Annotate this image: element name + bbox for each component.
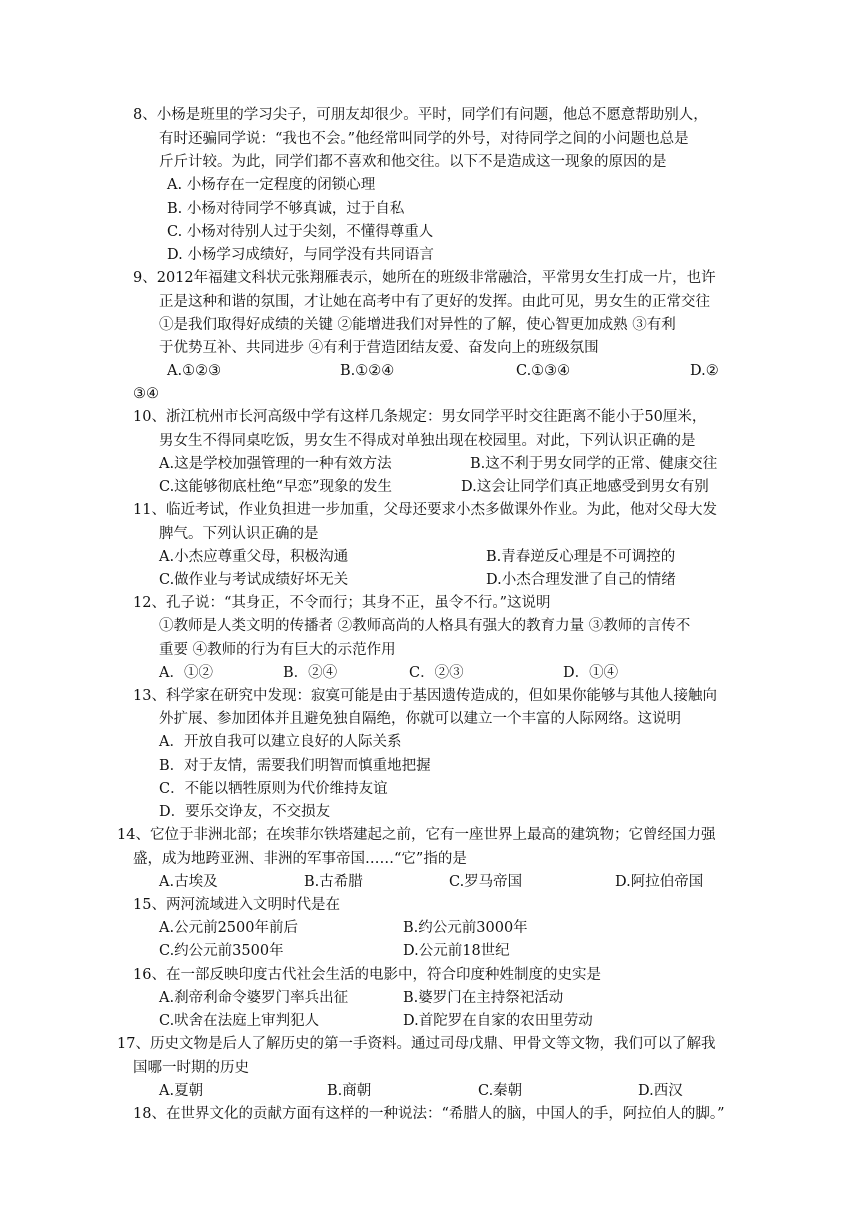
q14-option-a: A.古埃及 (159, 874, 218, 890)
q12-option-d: D．①④ (563, 665, 619, 681)
q18-stem: 18、在世界文化的贡献方面有这样的一种说法：“希腊人的脑，中国人的手，阿拉伯人的脚。” (133, 1106, 725, 1122)
q16-option-a: A.刹帝利命令婆罗门率兵出征 (159, 990, 349, 1006)
q11-option-b: B.青春逆反心理是不可调控的 (486, 549, 676, 565)
q17-option-c: C.秦朝 (478, 1083, 523, 1099)
q15-option-c: C.约公元前3500年 (159, 943, 284, 959)
q8-stem-line-3: 斤斤计较。为此，同学们都不喜欢和他交往。以下不是造成这一现象的原因的是 (159, 154, 667, 170)
q16-option-c: C.吠舍在法庭上审判犯人 (159, 1013, 320, 1029)
q17-option-d: D.西汉 (638, 1083, 683, 1099)
q16-option-d: D.首陀罗在自家的农田里劳动 (403, 1013, 593, 1029)
q10-stem-line-2: 男女生不得同桌吃饭，男女生不得成对单独出现在校园里。对此，下列认识正确的是 (159, 433, 696, 449)
q10-option-c: C.这能够彻底杜绝“早恋”现象的发生 (159, 479, 393, 495)
q14-option-d: D.阿拉伯帝国 (615, 874, 704, 890)
q12-option-b: B．②④ (283, 665, 338, 681)
q12-option-a: A．①② (159, 665, 213, 681)
q8-stem-line-1: 8、小杨是班里的学习尖子，可朋友却很少。平时，同学们有问题，他总不愿意帮助别人， (133, 107, 708, 123)
q9-stem-line-4: 于优势互补、共同进步 ④有利于营造团结友爱、奋发向上的班级氛围 (159, 340, 599, 356)
q17-option-a: A.夏朝 (159, 1083, 204, 1099)
q13-stem-line-1: 13、科学家在研究中发现：寂寞可能是由于基因遗传造成的，但如果你能够与其他人接触向 (133, 688, 717, 704)
q17-option-b: B.商朝 (327, 1083, 372, 1099)
q10-option-b: B.这不利于男女同学的正常、健康交往 (470, 456, 718, 472)
q14-option-c: C.罗马帝国 (449, 874, 523, 890)
q9-stem-line-3: ①是我们取得好成绩的关键 ②能增进我们对异性的了解，使心智更加成熟 ③有利 (159, 317, 676, 333)
q10-option-d: D.这会让同学们真正地感受到男女有别 (461, 479, 709, 495)
q9-option-d: D.② (690, 363, 719, 379)
q8-option-a: A. 小杨存在一定程度的闭锁心理 (167, 177, 376, 193)
q8-stem-line-2: 有时还骗同学说：“我也不会。”他经常叫同学的外号，对待同学之间的小问题也总是 (159, 131, 689, 147)
q15-stem: 15、两河流域进入文明时代是在 (133, 897, 340, 913)
q9-option-c: C.①③④ (516, 363, 571, 379)
q17-stem-line-1: 17、历史文物是后人了解历史的第一手资料。通过司母戊鼎、甲骨文等文物，我们可以了解我 (117, 1036, 716, 1052)
q12-option-c: C．②③ (409, 665, 464, 681)
q8-option-b: B. 小杨对待同学不够真诚，过于自私 (167, 201, 405, 217)
q13-option-c: C．不能以牺牲原则为代价维持友谊 (159, 781, 388, 797)
q8-option-c: C. 小杨对待别人过于尖刻，不懂得尊重人 (167, 224, 434, 240)
q15-option-b: B.约公元前3000年 (403, 920, 528, 936)
q9-option-a: A.①②③ (167, 363, 222, 379)
q11-stem-line-1: 11、临近考试，作业负担进一步加重，父母还要求小杰多做课外作业。为此，他对父母大发 (133, 502, 717, 518)
q15-option-a: A.公元前2500年前后 (159, 920, 298, 936)
q10-stem-line-1: 10、浙江杭州市长河高级中学有这样几条规定：男女同学平时交往距离不能小于50厘米， (133, 409, 707, 425)
q12-stem-line-3: 重要 ④教师的行为有巨大的示范作用 (159, 642, 396, 658)
q9-stem-line-1: 9、2012年福建文科状元张翔雁表示，她所在的班级非常融洽，平常男女生打成一片，也许 (133, 270, 716, 286)
q15-option-d: D.公元前18世纪 (403, 943, 510, 959)
q13-option-a: A．开放自我可以建立良好的人际关系 (159, 734, 402, 750)
q11-option-d: D.小杰合理发泄了自己的情绪 (486, 572, 676, 588)
q17-stem-line-2: 国哪一时期的历史 (133, 1060, 249, 1076)
q11-option-c: C.做作业与考试成绩好坏无关 (159, 572, 349, 588)
q14-option-b: B.古希腊 (304, 874, 363, 890)
q13-stem-line-2: 外扩展、参加团体并且避免独自隔绝，你就可以建立一个丰富的人际网络。这说明 (159, 711, 681, 727)
q9-option-d-wrap: ③④ (133, 386, 159, 402)
q13-option-b: B．对于友情，需要我们明智而慎重地把握 (159, 758, 431, 774)
q12-stem-line-2: ①教师是人类文明的传播者 ②教师高尚的人格具有强大的教育力量 ③教师的言传不 (159, 618, 691, 634)
q11-option-a: A.小杰应尊重父母，积极沟通 (159, 549, 349, 565)
q16-stem: 16、在一部反映印度古代社会生活的电影中，符合印度种姓制度的史实是 (133, 967, 601, 983)
q12-stem-line-1: 12、孔子说：“其身正，不令而行；其身不正，虽令不行。”这说明 (133, 595, 551, 611)
q14-stem-line-1: 14、它位于非洲北部；在埃菲尔铁塔建起之前，它有一座世界上最高的建筑物；它曾经国力强 (117, 827, 716, 843)
q9-option-b: B.①②④ (340, 363, 395, 379)
q10-option-a: A.这是学校加强管理的一种有效方法 (159, 456, 392, 472)
q8-option-d: D. 小杨学习成绩好，与同学没有共同语言 (167, 247, 434, 263)
q13-option-d: D．要乐交诤友，不交损友 (159, 804, 331, 820)
q9-stem-line-2: 正是这种和谐的氛围，才让她在高考中有了更好的发挥。由此可见，男女生的正常交往 (159, 294, 710, 310)
q14-stem-line-2: 盛，成为地跨亚洲、非洲的军事帝国……“它”指的是 (133, 851, 467, 867)
q11-stem-line-2: 脾气。下列认识正确的是 (159, 526, 319, 542)
q16-option-b: B.婆罗门在主持祭祀活动 (403, 990, 564, 1006)
